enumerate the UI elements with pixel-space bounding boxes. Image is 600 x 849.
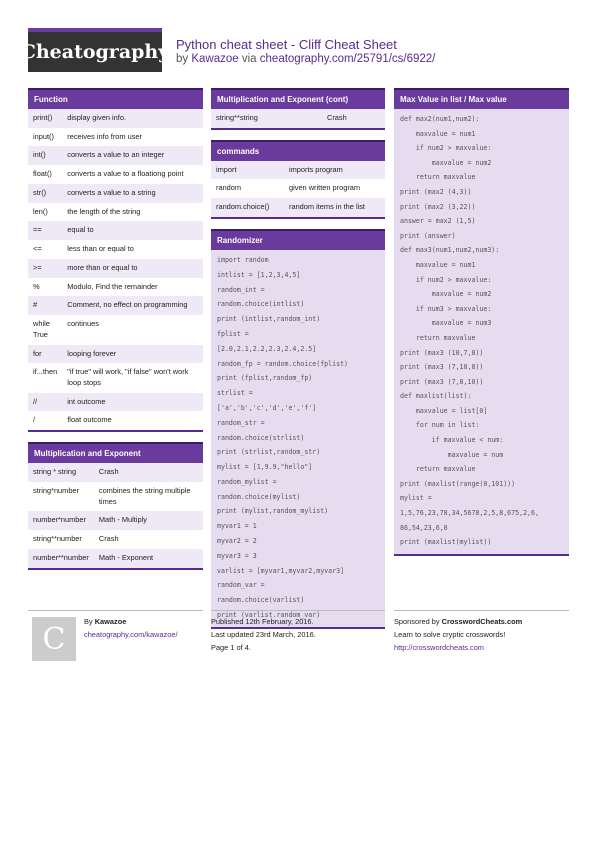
term-cell: string**number [28, 530, 94, 549]
multiplication-box [28, 442, 203, 569]
table-row [28, 165, 203, 184]
via-text: via [241, 53, 257, 65]
term-cell: import [211, 161, 284, 180]
sponsor-tagline: Learn to solve cryptic crosswords! [394, 630, 506, 639]
table-row [28, 296, 203, 315]
table-row [211, 179, 385, 198]
code-line: random_mylist = [217, 477, 277, 486]
term-cell: str() [28, 184, 62, 203]
code-line: random_int = [217, 285, 265, 294]
multiplication-table [28, 463, 203, 567]
description-cell: equal to [62, 221, 203, 240]
function-heading: Function [28, 88, 203, 109]
code-line: random.choice(intlist) [217, 300, 305, 309]
term-cell: # [28, 296, 62, 315]
footer-author [28, 610, 203, 670]
term-cell: float() [28, 165, 62, 184]
table-row [28, 549, 203, 568]
description-cell: display given info. [62, 109, 203, 128]
code-line: def max2(num1,num2): [400, 115, 480, 123]
code-line: def maxlist(list): [400, 392, 472, 401]
term-cell: for [28, 345, 62, 364]
code-line: varlist = [myvar1,myvar2,myvar3] [217, 566, 345, 575]
description-cell: "if true" will work, "if false" won't work loop stops [62, 363, 203, 392]
code-line: def max3(num1,num2,num3): [400, 246, 500, 255]
function-table [28, 109, 203, 430]
code-line: intlist = [1,2,3,4,5] [217, 270, 301, 279]
table-row [28, 463, 203, 482]
code-line: myvar3 = 3 [217, 551, 257, 560]
code-line: print (max3 (10,7,8)) [400, 348, 484, 357]
sponsored-text: Sponsored by [394, 617, 440, 626]
description-cell: Math - Exponent [94, 549, 203, 568]
code-line: print (strlist,random_str) [217, 448, 321, 457]
randomizer-box [211, 229, 385, 629]
code-line: print (maxlist(mylist)) [400, 538, 492, 547]
term-cell: if...then [28, 363, 62, 392]
code-line: return maxvalue [400, 173, 476, 182]
term-cell: while True [28, 315, 62, 344]
code-line: return maxvalue [400, 465, 476, 474]
code-line: random_fp = random.choice(fplist) [217, 359, 349, 368]
multiplication-cont-heading: Multiplication and Exponent (cont) [211, 88, 385, 109]
description-cell: combines the string multiple times [94, 482, 203, 511]
randomizer-code [211, 250, 385, 627]
code-line: print (max2 (3,22)) [400, 202, 476, 211]
table-row [28, 345, 203, 364]
code-line: print (intlist,random_int) [217, 315, 321, 324]
term-cell: string * string [28, 463, 94, 482]
code-line: answer = max2 (1,5) [400, 217, 476, 226]
page-subtitle [176, 53, 435, 65]
footer-author-link[interactable]: cheatography.com/kawazoe/ [84, 630, 178, 639]
page-title: Python cheat sheet - Cliff Cheat Sheet [176, 37, 397, 52]
description-cell: Math - Multiply [94, 511, 203, 530]
footer-dates [211, 610, 385, 654]
footer-sponsor [394, 610, 569, 654]
code-line: if num2 > maxvalue: [400, 144, 492, 153]
term-cell: <= [28, 240, 62, 259]
term-cell: string*number [28, 482, 94, 511]
table-row [28, 363, 203, 392]
sponsor-link[interactable]: http://crosswordcheats.com [394, 643, 484, 652]
footer-author-name[interactable]: Kawazoe [94, 617, 127, 626]
commands-table [211, 161, 385, 217]
code-line: return maxvalue [400, 333, 476, 342]
code-line: random.choice(varlist) [217, 596, 305, 605]
table-row [28, 184, 203, 203]
term-cell: // [28, 393, 62, 412]
description-cell: Crash [94, 463, 203, 482]
code-line: random_str = [217, 418, 265, 427]
term-cell: == [28, 221, 62, 240]
description-cell: imports program [284, 161, 385, 180]
code-line: if num3 > maxvalue: [400, 304, 492, 313]
term-cell: number**number [28, 549, 94, 568]
multiplication-heading: Multiplication and Exponent [28, 442, 203, 463]
code-line: print (fplist,random_fp) [217, 374, 313, 383]
term-cell: len() [28, 203, 62, 222]
description-cell: more than or equal to [62, 259, 203, 278]
commands-heading: commands [211, 140, 385, 161]
code-line: maxvalue = num2 [400, 158, 492, 167]
table-row [28, 146, 203, 165]
term-cell: / [28, 411, 62, 430]
table-row [28, 530, 203, 549]
code-line: print (mylist,random_mylist) [217, 507, 329, 516]
multiplication-cont-box [211, 88, 385, 130]
code-line: mylist = [1,9.9,"hello"] [217, 463, 313, 472]
table-row [211, 109, 385, 128]
author-link[interactable]: Kawazoe [191, 53, 239, 65]
randomizer-heading: Randomizer [211, 229, 385, 250]
description-cell: converts a value to a string [62, 184, 203, 203]
maxvalue-code [394, 109, 569, 554]
footer-by-text: By [84, 617, 93, 626]
code-line: 1,5,76,23,78,34,5678,2,5,8,675,2,6, [400, 509, 539, 518]
column-1 [28, 88, 203, 580]
table-row [28, 109, 203, 128]
term-cell: number*number [28, 511, 94, 530]
description-cell: Crash [322, 109, 385, 128]
code-line: print (maxlist(range(0,101))) [400, 479, 516, 488]
code-line: if num2 > maxvalue: [400, 275, 492, 284]
term-cell: % [28, 278, 62, 297]
table-row [28, 411, 203, 430]
term-cell: string**string [211, 109, 322, 128]
column-2 [211, 88, 385, 639]
code-line: maxvalue = num [400, 450, 504, 459]
description-cell: int outcome [62, 393, 203, 412]
code-line: random.choice(mylist) [217, 492, 301, 501]
table-row [28, 278, 203, 297]
code-line: print (max3 (7,10,8)) [400, 363, 484, 372]
avatar: C [32, 617, 76, 661]
description-cell: the length of the string [62, 203, 203, 222]
cheatography-logo[interactable]: Cheatography [28, 28, 162, 72]
column-3 [394, 88, 569, 566]
published-date: Published 12th February, 2016. [211, 617, 314, 626]
description-cell: given written program [284, 179, 385, 198]
multiplication-cont-table [211, 109, 385, 128]
term-cell: print() [28, 109, 62, 128]
code-line: random_var = [217, 581, 265, 590]
table-row [28, 393, 203, 412]
code-line: mylist = [400, 494, 432, 503]
function-box [28, 88, 203, 432]
code-line: myvar1 = 1 [217, 522, 257, 531]
commands-box [211, 140, 385, 219]
description-cell: Comment, no effect on programming [62, 296, 203, 315]
code-line: myvar2 = 2 [217, 537, 257, 546]
table-row [28, 203, 203, 222]
description-cell: looping forever [62, 345, 203, 364]
updated-date: Last updated 23rd March, 2016. [211, 630, 316, 639]
code-line: maxvalue = num2 [400, 290, 492, 299]
table-row [28, 511, 203, 530]
table-row [28, 128, 203, 147]
sponsor-name[interactable]: CrosswordCheats.com [441, 617, 523, 626]
by-text: by [176, 53, 189, 65]
code-line: for num in list: [400, 421, 480, 430]
code-line: strlist = [217, 389, 253, 398]
table-row [28, 315, 203, 344]
description-cell: converts a value to a floationg point [62, 165, 203, 184]
description-cell: converts a value to an integer [62, 146, 203, 165]
table-row [211, 161, 385, 180]
code-line: ['a','b','c','d','e','f'] [217, 403, 317, 412]
table-row [28, 221, 203, 240]
code-line: import random [217, 255, 269, 264]
code-line: maxvalue = num1 [400, 129, 476, 138]
maxvalue-box [394, 88, 569, 556]
description-cell: float outcome [62, 411, 203, 430]
code-line: print (answer) [400, 231, 456, 240]
table-row [28, 482, 203, 511]
sheet-url-link[interactable]: cheatography.com/25791/cs/6922/ [259, 53, 436, 65]
code-line: print (max2 (4,3)) [400, 187, 472, 196]
table-row [28, 240, 203, 259]
description-cell: random items in the list [284, 198, 385, 217]
term-cell: >= [28, 259, 62, 278]
code-line: [2.0,2.1,2.2,2.3,2.4,2.5] [217, 344, 317, 353]
page-number: Page 1 of 4. [211, 643, 251, 652]
maxvalue-heading: Max Value in list / Max value [394, 88, 569, 109]
term-cell: random.choice() [211, 198, 284, 217]
description-cell: receives info from user [62, 128, 203, 147]
table-row [28, 259, 203, 278]
code-line: fplist = [217, 329, 249, 338]
term-cell: int() [28, 146, 62, 165]
code-line: print (varlist.random_var) [217, 611, 321, 620]
description-cell: Modulo, Find the remainder [62, 278, 203, 297]
description-cell: less than or equal to [62, 240, 203, 259]
code-line: if maxvalue < num: [400, 436, 504, 445]
code-line: print (max3 (7,8,10)) [400, 377, 484, 386]
code-line: maxvalue = num1 [400, 260, 476, 269]
code-line: maxvalue = list[0] [400, 406, 488, 415]
code-line: random.choice(strlist) [217, 433, 305, 442]
term-cell: random [211, 179, 284, 198]
description-cell: Crash [94, 530, 203, 549]
term-cell: input() [28, 128, 62, 147]
code-line: maxvalue = num3 [400, 319, 492, 328]
table-row [211, 198, 385, 217]
code-line: 86,54,23,6,8 [400, 523, 448, 532]
description-cell: continues [62, 315, 203, 344]
